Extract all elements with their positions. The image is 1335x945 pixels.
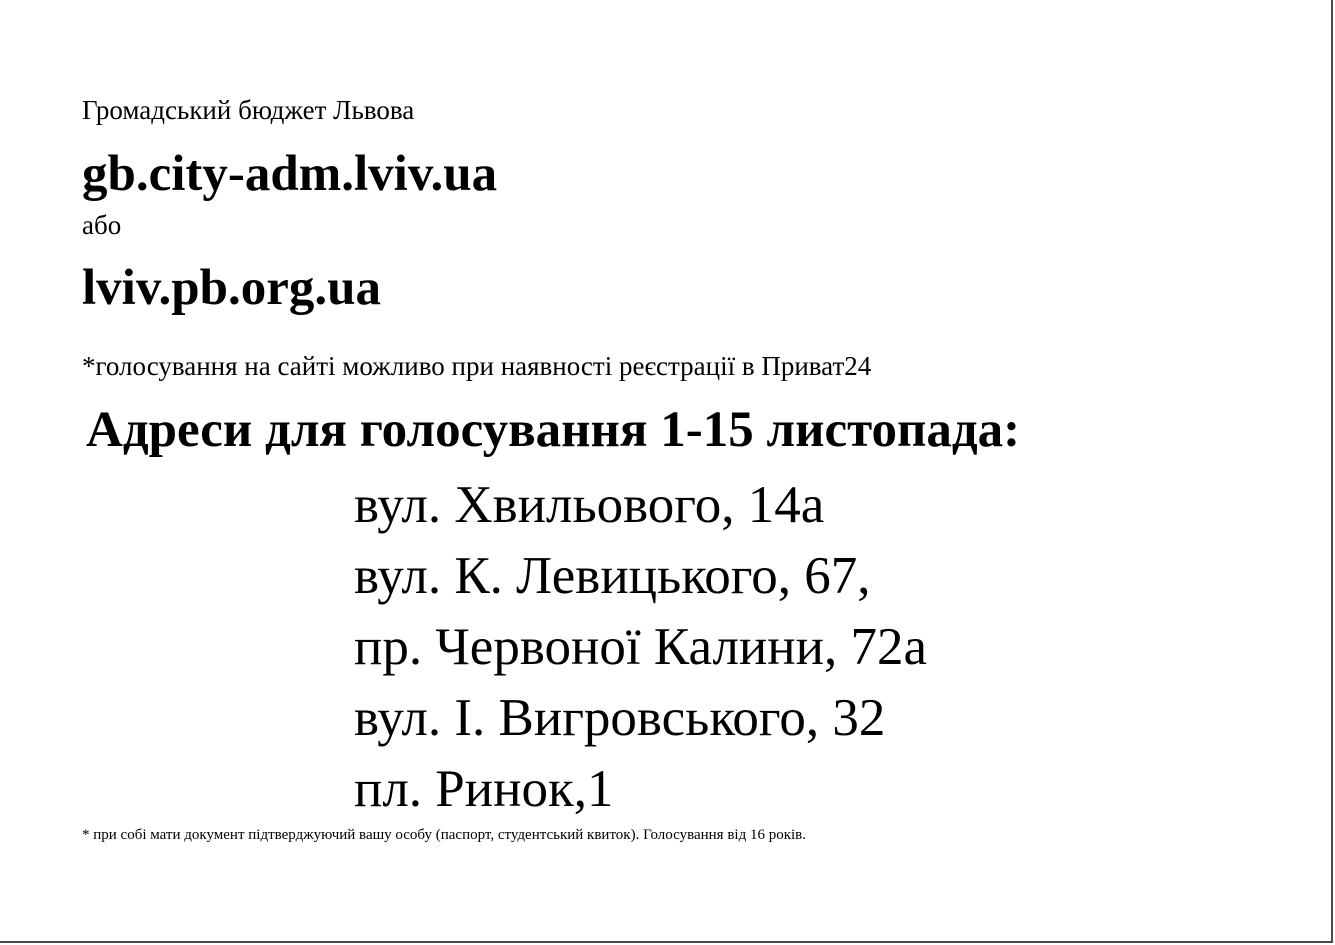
- addresses-heading: Адреси для голосування 1-15 листопада:: [86, 402, 1021, 458]
- or-word: або: [82, 210, 122, 240]
- address-item: пл. Ринок,1: [354, 760, 614, 818]
- address-item: вул. І. Вигровського, 32: [354, 689, 886, 747]
- url-secondary: lviv.pb.org.ua: [82, 260, 382, 316]
- address-list: [354, 470, 927, 825]
- registration-note: *голосування на сайті можливо при наявності реєстрації в Приват24: [82, 351, 872, 381]
- address-item: вул. Хвильового, 14а: [354, 476, 825, 534]
- address-item: пр. Червоної Калини, 72а: [354, 618, 928, 676]
- subtitle: Громадський бюджет Львова: [82, 95, 415, 125]
- footnote: * при собі мати документ підтверджуючий вашу особу (паспорт, студентський квиток). Голосування від 16 років.: [82, 827, 806, 843]
- address-item: вул. К. Левицького, 67,: [354, 547, 871, 605]
- url-primary: gb.city-adm.lviv.ua: [82, 146, 498, 202]
